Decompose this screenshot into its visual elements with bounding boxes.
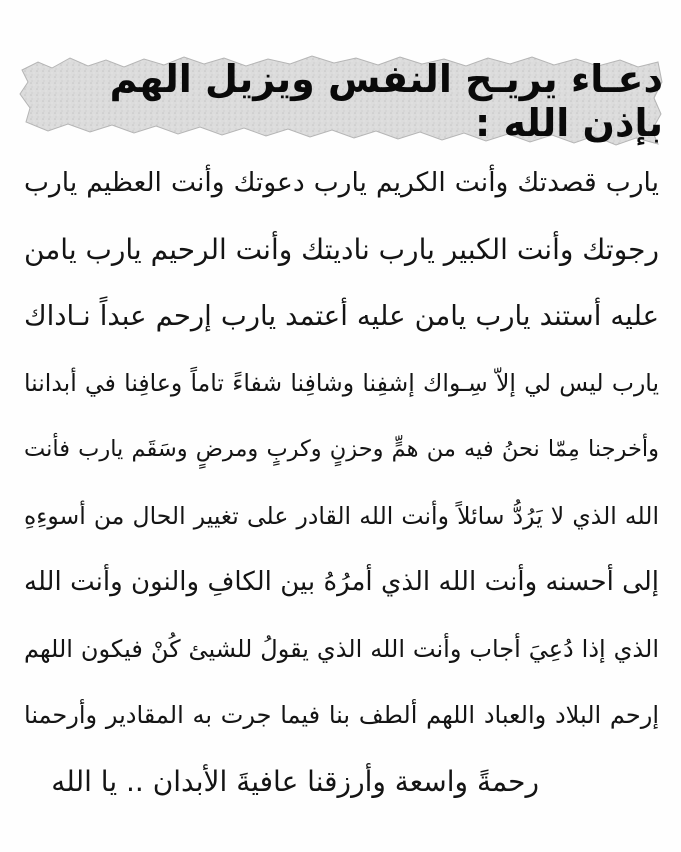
prayer-line: إرحم البلاد والعباد اللهم ألطف بنا فيما جرت به المقادير وأرحمنا <box>24 701 659 729</box>
prayer-line: الذي إذا دُعِيَ أجاب وأنت الله الذي يقولُ للشيئ كُنْ فيكون اللهم <box>24 634 659 663</box>
page-title: دعـاء يريـح النفس ويزيل الهم بإذن الله : <box>109 57 663 145</box>
prayer-line: الله الذي لا يَرُدُّ سائلاً وأنت الله القادر على تغيير الحال من أسوءِهِ <box>24 501 659 530</box>
prayer-body <box>24 150 659 815</box>
prayer-line: رحمةً واسعة وأرزقنا عافيةَ الأبدان .. يا الله <box>51 764 539 798</box>
title-banner <box>18 52 663 148</box>
prayer-line: يارب ليس لي إلاّ سِـواك إشفِنا وشافِنا شفاءً تاماً وعافِنا في أبداننا <box>24 368 659 397</box>
prayer-line: يارب قصدتك وأنت الكريم يارب دعوتك وأنت العظيم يارب <box>24 167 659 198</box>
prayer-line: وأخرجنا مِمّا نحنُ فيه من همٍّ وحزنٍ وكربٍ ومرضٍ وسَقَم يارب فأنت <box>24 436 659 462</box>
prayer-line: عليه أستند يارب يامن عليه أعتمد يارب إرحم عبداً نـاداك <box>24 300 659 332</box>
prayer-line: رجوتك وأنت الكبير يارب ناديتك وأنت الرحيم يارب يامن <box>24 232 659 266</box>
prayer-line: إلى أحسنه وأنت الله الذي أمرُهُ بين الكافِ والنون وأنت الله <box>24 567 659 597</box>
